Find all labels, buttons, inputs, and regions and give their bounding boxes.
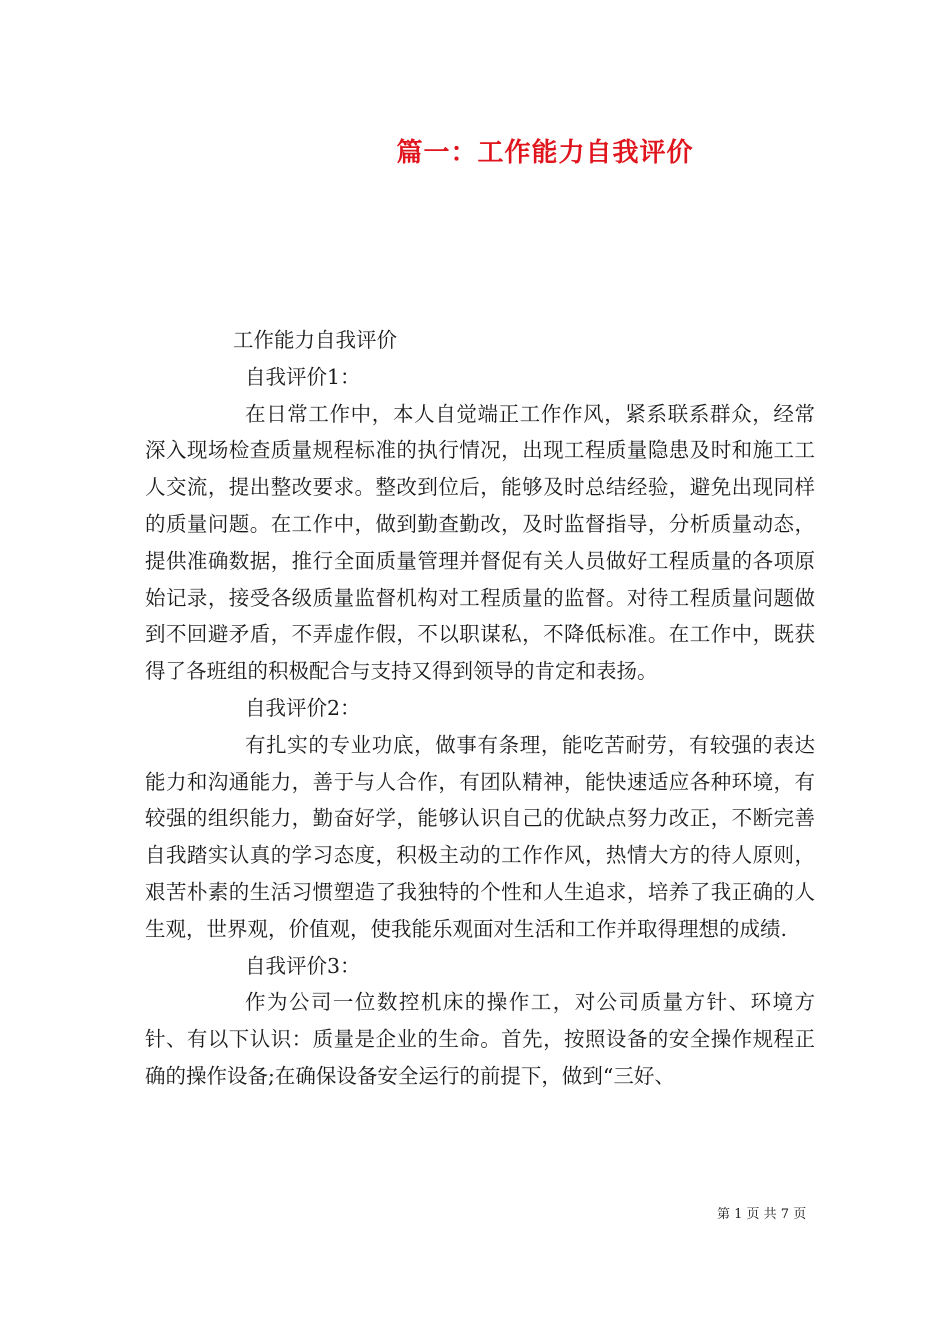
section-paragraph-1: 在日常工作中，本人自觉端正工作作风，紧系联系群众，经常深入现场检查质量规程标准的执行情况，出现工程质量隐患及时和施工工人交流，提出整改要求。整改到位后，能够及时总结经验，避免出现同样的质量问题。在工作中，做到勤查勤改，及时监督指导，分析质量动态，提供准确数据，推行全面质量管理并督促有关人员做好工程质量的各项原始记录，接受各级质量监督机构对工程质量的监督。对待工程质量问题做到不回避矛盾，不弄虚作假，不以职谋私，不降低标准。在工作中，既获得了各班组的积极配合与支持又得到领导的肯定和表扬。 xyxy=(145,401,815,684)
document-subtitle: 工作能力自我评价 xyxy=(233,328,397,352)
page-number: 第 1 页 共 7 页 xyxy=(717,1207,807,1222)
section-heading-1: 自我评价1： xyxy=(245,364,361,389)
section-heading-2: 自我评价2： xyxy=(245,695,361,720)
document-body xyxy=(145,322,815,1095)
section-heading-3: 自我评价3： xyxy=(245,953,361,978)
document-title: 篇一：工作能力自我评价 xyxy=(396,138,694,168)
section-paragraph-3: 作为公司一位数控机床的操作工，对公司质量方针、环境方针、有以下认识：质量是企业的生命。首先，按照设备的安全操作规程正确的操作设备;在确保设备安全运行的前提下，做到“三好、 xyxy=(145,990,815,1088)
section-paragraph-2: 有扎实的专业功底，做事有条理，能吃苦耐劳，有较强的表达能力和沟通能力，善于与人合作，有团队精神，能快速适应各种环境，有较强的组织能力，勤奋好学，能够认识自己的优缺点努力改正，不断完善自我踏实认真的学习态度，积极主动的工作作风，热情大方的待人原则，艰苦朴素的生活习惯塑造了我独特的个性和人生追求，培养了我正确的人生观，世界观，价值观，使我能乐观面对生活和工作并取得理想的成绩. xyxy=(145,732,815,941)
